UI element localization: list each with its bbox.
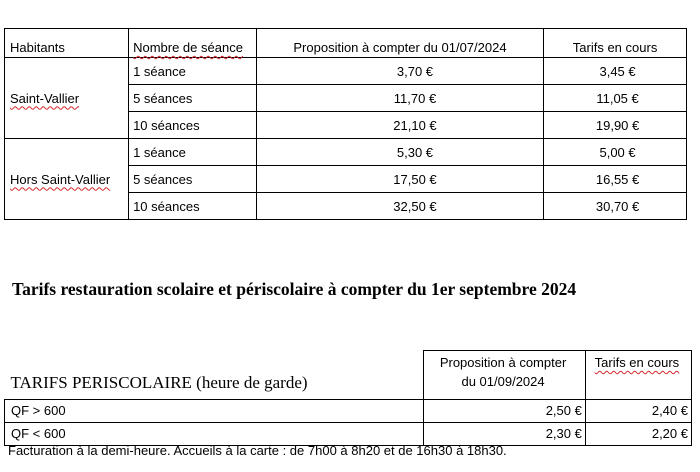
proposition-cell: 3,70 € — [256, 58, 543, 85]
seances-cell: 1 séance — [129, 139, 257, 166]
header-tarifs-en-cours: Tarifs en cours — [585, 351, 691, 400]
table-row — [5, 58, 687, 85]
periscolaire-title: TARIFS PERISCOLAIRE (heure de garde) — [5, 351, 424, 400]
proposition-cell: 2,30 € — [424, 422, 586, 445]
group-label-hors-saint-vallier: Hors Saint-Vallier — [5, 139, 129, 220]
seances-cell: 10 séances — [129, 193, 257, 220]
seances-cell: 10 séances — [129, 112, 257, 139]
header-nombre-seance: Nombre de séance — [129, 29, 257, 58]
piscine-tarifs-table — [4, 28, 687, 220]
seances-cell: 1 séance — [129, 58, 257, 85]
tarif-cell: 2,40 € — [585, 399, 691, 422]
table-header-row — [5, 29, 687, 58]
qf-label: QF > 600 — [5, 399, 424, 422]
periscolaire-tarifs-table — [4, 350, 692, 446]
footnote: Facturation à la demi-heure. Accueils à la carte : de 7h00 à 8h20 et de 16h30 à 18h30. — [8, 443, 507, 458]
header-proposition: Proposition à compter du 01/09/2024 — [424, 351, 586, 400]
header-proposition: Proposition à compter du 01/07/2024 — [256, 29, 543, 58]
qf-label: QF < 600 — [5, 422, 424, 445]
tarif-cell: 2,20 € — [585, 422, 691, 445]
group-label-saint-vallier: Saint-Vallier — [5, 58, 129, 139]
header-tarifs-en-cours: Tarifs en cours — [544, 29, 687, 58]
tarif-cell: 11,05 € — [544, 85, 687, 112]
proposition-cell: 2,50 € — [424, 399, 586, 422]
table-row — [5, 399, 692, 422]
header-habitants: Habitants — [5, 29, 129, 58]
seances-cell: 5 séances — [129, 85, 257, 112]
seances-cell: 5 séances — [129, 166, 257, 193]
proposition-cell: 17,50 € — [256, 166, 543, 193]
tarif-cell: 16,55 € — [544, 166, 687, 193]
section-title: Tarifs restauration scolaire et périscolaire à compter du 1er septembre 2024 — [12, 279, 577, 299]
proposition-cell: 21,10 € — [256, 112, 543, 139]
tarif-cell: 5,00 € — [544, 139, 687, 166]
proposition-cell: 32,50 € — [256, 193, 543, 220]
proposition-cell: 11,70 € — [256, 85, 543, 112]
table-header-row — [5, 351, 692, 400]
table-row — [5, 422, 692, 445]
proposition-cell: 5,30 € — [256, 139, 543, 166]
tarif-cell: 3,45 € — [544, 58, 687, 85]
tarif-cell: 30,70 € — [544, 193, 687, 220]
tarif-cell: 19,90 € — [544, 112, 687, 139]
table-row — [5, 139, 687, 166]
